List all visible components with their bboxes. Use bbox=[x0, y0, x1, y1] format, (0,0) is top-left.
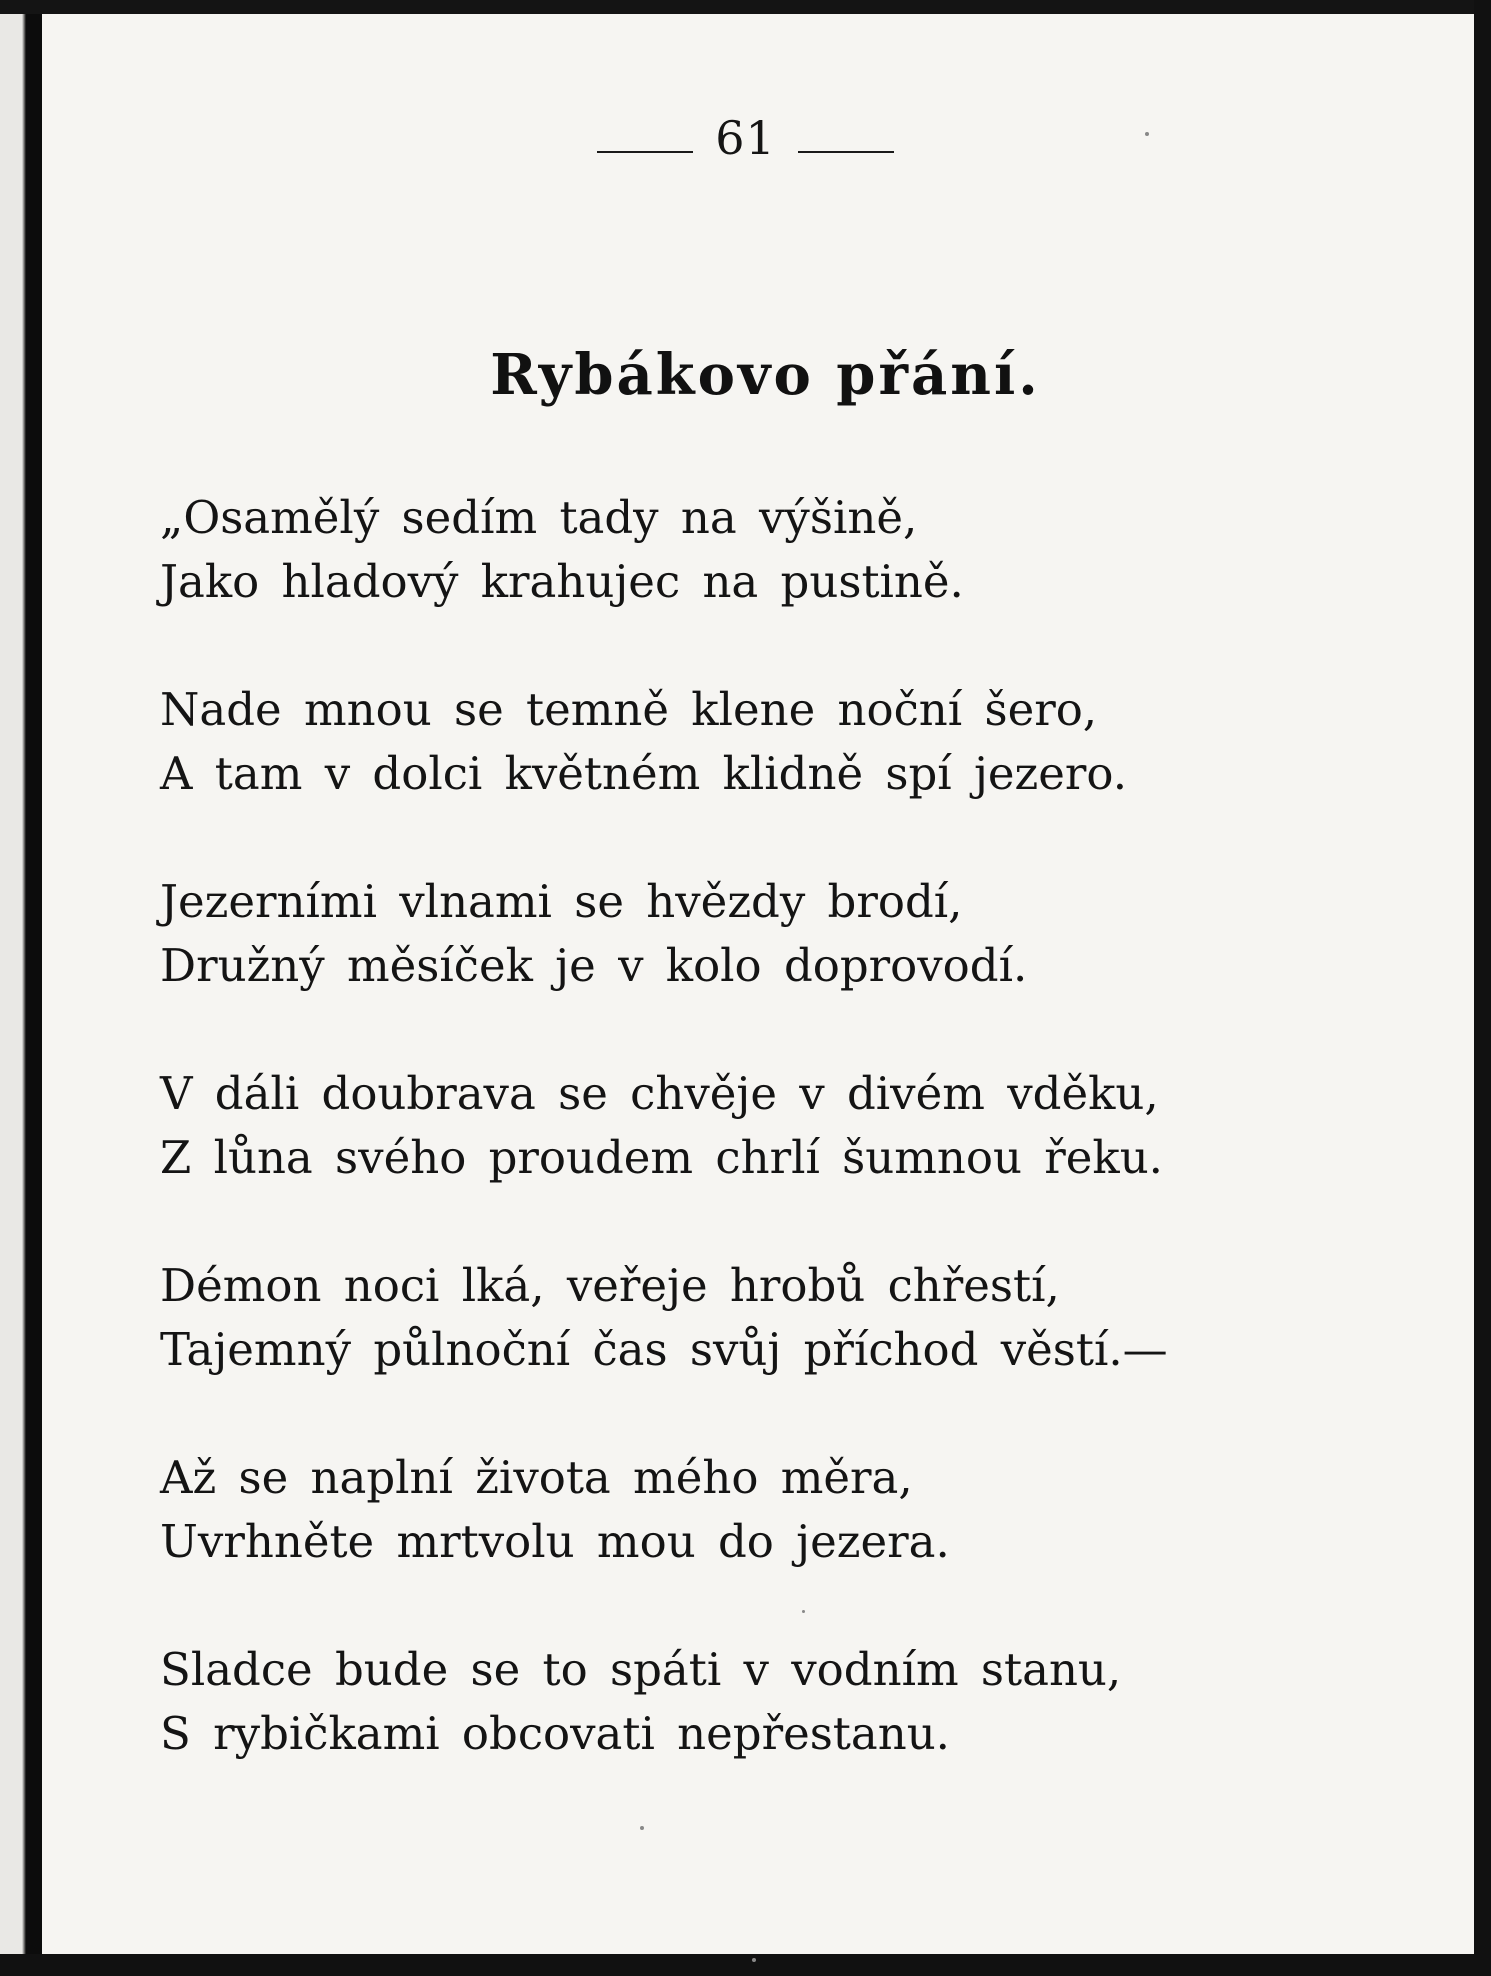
verse-line: „Osamělý sedím tady na výšině, bbox=[160, 491, 918, 544]
page-number: 61 bbox=[715, 111, 776, 165]
verse-line: Démon noci lká, veřeje hrobů chřestí, bbox=[160, 1259, 1060, 1312]
verse-line: Jezerními vlnami se hvězdy brodí, bbox=[160, 875, 963, 928]
stanza bbox=[160, 486, 1360, 614]
header-rule-right bbox=[798, 151, 894, 153]
page-header bbox=[0, 108, 1491, 168]
verse-line: Uvrhněte mrtvolu mou do jezera. bbox=[160, 1515, 950, 1568]
stanza bbox=[160, 1254, 1360, 1382]
verse-line: Nade mnou se temně klene noční šero, bbox=[160, 683, 1098, 736]
verse-line: Z lůna svého proudem chrlí šumnou řeku. bbox=[160, 1131, 1163, 1184]
paper-speck bbox=[752, 1958, 756, 1962]
paper-speck bbox=[640, 1826, 644, 1830]
stanza bbox=[160, 1062, 1360, 1190]
poem-body bbox=[160, 486, 1360, 1830]
verse-line: Až se naplní života mého měra, bbox=[160, 1451, 913, 1504]
poem-title: Rybákovo přání. bbox=[490, 342, 1041, 408]
paper-speck bbox=[802, 1610, 805, 1613]
verse-line: A tam v dolci květném klidně spí jezero. bbox=[160, 747, 1128, 800]
stanza bbox=[160, 1638, 1360, 1766]
verse-line: S rybičkami obcovati nepřestanu. bbox=[160, 1707, 950, 1760]
scan-border-top bbox=[0, 0, 1491, 14]
stanza bbox=[160, 678, 1360, 806]
verse-line: Tajemný půlnoční čas svůj příchod věstí.— bbox=[160, 1323, 1168, 1376]
verse-line: Jako hladový krahujec na pustině. bbox=[160, 555, 964, 608]
scan-border-right bbox=[1474, 0, 1491, 1976]
stanza bbox=[160, 870, 1360, 998]
paper-speck bbox=[1145, 132, 1149, 136]
verse-line: Družný měsíček je v kolo doprovodí. bbox=[160, 939, 1028, 992]
header-rule-left bbox=[597, 151, 693, 153]
scan-border-bottom bbox=[0, 1954, 1491, 1976]
binding-edge bbox=[0, 0, 42, 1976]
verse-line: V dáli doubrava se chvěje v divém vděku, bbox=[160, 1067, 1159, 1120]
stanza bbox=[160, 1446, 1360, 1574]
verse-line: Sladce bude se to spáti v vodním stanu, bbox=[160, 1643, 1122, 1696]
